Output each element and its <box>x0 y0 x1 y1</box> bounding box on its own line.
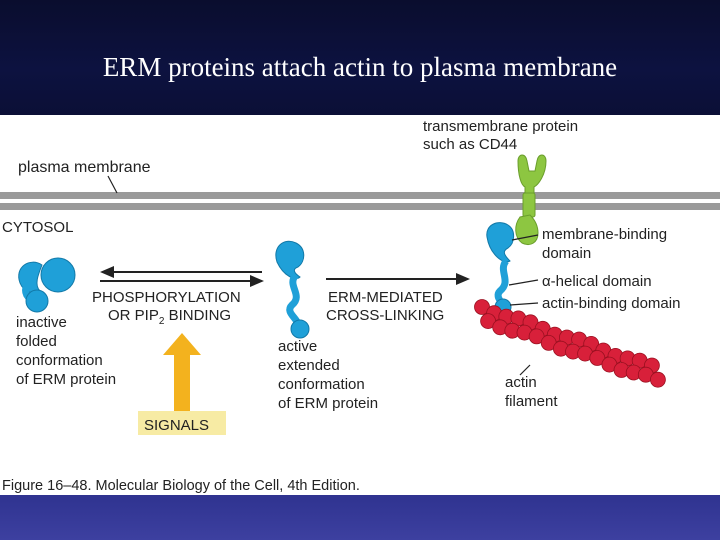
inactive-label-line1: inactive <box>16 314 67 331</box>
slide-title: ERM proteins attach actin to plasma membrane <box>102 52 618 82</box>
inactive-label-line2: folded <box>16 333 57 350</box>
phosphorylation-arrow <box>100 266 264 287</box>
active-erm-protein <box>276 241 309 338</box>
active-label-line4: of ERM protein <box>278 395 379 412</box>
figure-caption: Figure 16–48. Molecular Biology of the Cell, 4th Edition. <box>2 478 360 494</box>
footer-band <box>0 495 720 540</box>
actin-filament <box>475 300 666 388</box>
bound-erm-protein <box>487 223 514 315</box>
slide-header <box>0 0 720 115</box>
actin-subunit <box>650 372 665 387</box>
active-label <box>278 338 378 412</box>
signals-label: SIGNALS <box>144 417 210 434</box>
transmembrane-label-line2: such as CD44 <box>423 136 518 153</box>
active-label-line2: extended <box>278 357 340 374</box>
inactive-erm-protein <box>19 258 75 312</box>
erm-diagram <box>0 115 720 495</box>
cytosol-label: CYTOSOL <box>2 219 74 236</box>
active-label-line1: active <box>278 338 318 355</box>
transmembrane-label-line1: transmembrane protein <box>423 118 579 135</box>
membrane-binding-label-line2: domain <box>542 245 592 262</box>
inactive-label-line4: of ERM protein <box>16 371 117 388</box>
actin-filament-label-line2: filament <box>505 393 558 410</box>
plasma-membrane-pointer <box>108 176 117 193</box>
callout-lines <box>509 235 538 375</box>
phosphorylation-label-line2: OR $PIP_2$ BINDING <box>108 307 232 327</box>
actin-filament-label-line1: actin <box>505 374 537 391</box>
inactive-label-line3: conformation <box>16 352 103 369</box>
figure-area <box>0 115 720 495</box>
active-label-line3: conformation <box>278 376 365 393</box>
plasma-membrane <box>0 192 720 210</box>
crosslinking-label-line2: CROSS-LINKING <box>326 307 445 324</box>
helical-domain-label: α-helical domain <box>542 273 652 290</box>
plasma-membrane-label: plasma membrane <box>18 159 151 176</box>
crosslinking-label-line1: ERM-MEDIATED <box>328 289 443 306</box>
actin-binding-domain-label: actin-binding domain <box>542 295 681 312</box>
phosphorylation-label-line1: PHOSPHORYLATION <box>92 289 241 306</box>
inactive-label <box>16 314 116 388</box>
membrane-binding-label-line1: membrane-binding <box>542 226 668 243</box>
crosslinking-arrow <box>326 273 470 285</box>
signal-arrow <box>163 333 201 411</box>
